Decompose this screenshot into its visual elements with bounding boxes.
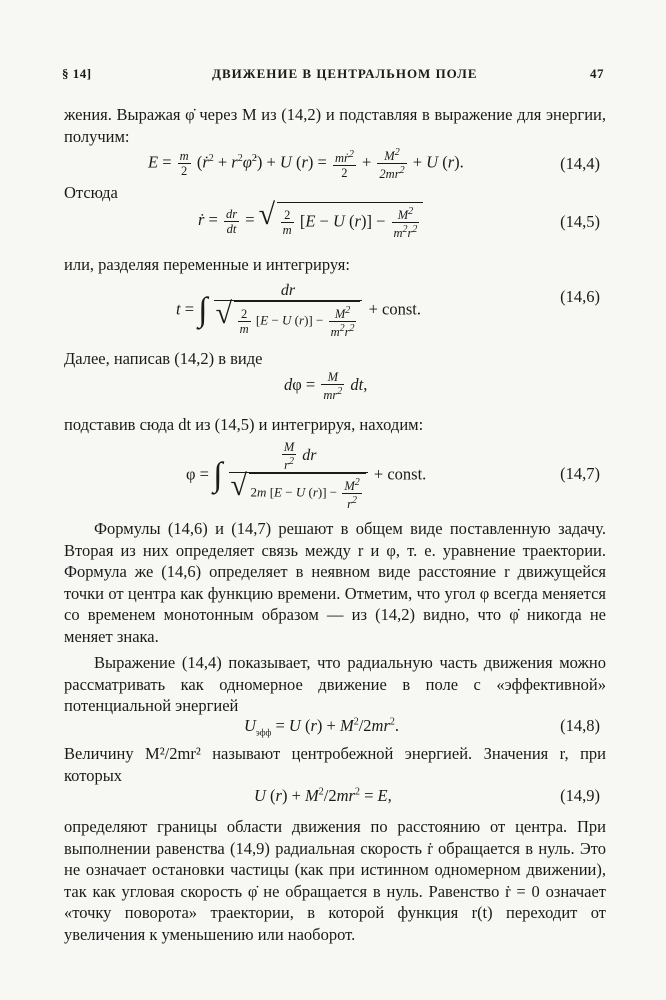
equation-number-14-4: (14,4): [560, 154, 600, 173]
equation-number-14-9: (14,9): [560, 786, 600, 805]
paragraph-vyrazhenie: Выражение (14,4) показывает, что радиальную часть движения можно рассматривать как одномерное движение в поле с «эффективной» потенциальной энергией: [64, 653, 606, 715]
equation-14-7: φ = ∫ $\frac{M}{r^2}$ dr √ 2m [E − U (r)] − $\frac{M^2}{r^2}$ + const.: [186, 440, 427, 512]
equation-number-14-7: (14,7): [560, 464, 600, 483]
equation-number-14-8: (14,8): [560, 716, 600, 735]
running-title: ДВИЖЕНИЕ В ЦЕНТРАЛЬНОМ ПОЛЕ: [212, 66, 478, 81]
paragraph-dalee: Далее, написав (14,2) в виде: [64, 349, 263, 368]
equation-14-9: U $(r) + M^2/2mr^2 = E$,: [254, 786, 392, 805]
paragraph-velichinu: Величину M²/2mr² называют центробежной энергией. Значения r, при которых: [64, 744, 606, 785]
paragraph-formulas: Формулы (14,6) и (14,7) решают в общем виде поставленную задачу. Вторая из них определяет связь между r и φ, т. е. уравнение траектории. Формула же (14,6) определяет в неявном виде расстояние r движущейся точки от центра как функцию времени. Отметим, что угол φ всегда меняется со временем монотонным образом — из (14,2) видно, что φ̇ никогда не меняет знака.: [64, 519, 606, 646]
equation-number-14-6: (14,6): [560, 287, 600, 306]
section-number: § 14]: [62, 66, 92, 81]
paragraph-opredelyayut: определяют границы области движения по расстоянию от центра. При выполнении равенства (14,9) радиальная скорость ṙ обращается в нуль. Это не означает остановки частицы (как при истинном одномерном движении), так как угловая скорость φ̇ не обращается в нуль. Равенство ṙ = 0 означает «точку поворота» траектории, в которой функция r(t) переходит от увеличения к уменьшению или наоборот.: [64, 817, 606, 944]
paragraph-otsyuda: Отсюда: [64, 183, 118, 202]
equation-dphi: dφ = $\frac{M}{mr^2}$ dt,: [284, 370, 368, 403]
paragraph-podstaviv: подставив сюда dt из (14,5) и интегрируя, находим:: [64, 415, 424, 434]
equation-number-14-5: (14,5): [560, 212, 600, 231]
equation-14-8: $U_{эфф} = U$ $(r) + M^2/2mr^2$.: [244, 716, 399, 738]
page-number: 47: [590, 66, 604, 81]
equation-14-5: ṙ = $\frac{dr}{dt}$ = √ $\frac{2}{m}$ [E − U (r)] − $\frac{M^2}{m^2r^2}$: [198, 202, 423, 240]
paragraph-intro: жения. Выражая φ̇ через M из (14,2) и подставляя в выражение для энергии, получим:: [64, 105, 606, 146]
equation-14-4: E = $\frac{m}{2}$ (ṙ$^2$ + $r^2\varphi̇^2) + U$ (r) = $\frac{mṙ^2}{2}$ + $\frac{M^2}{2mr^2}$ + U (r).: [148, 147, 464, 182]
paragraph-separate: или, разделяя переменные и интегрируя:: [64, 255, 350, 274]
equation-14-6: t = ∫ dr √ $\frac{2}{m}$ [E − U (r)] − $\frac{M^2}{m^2r^2}$ + const.: [176, 282, 421, 340]
